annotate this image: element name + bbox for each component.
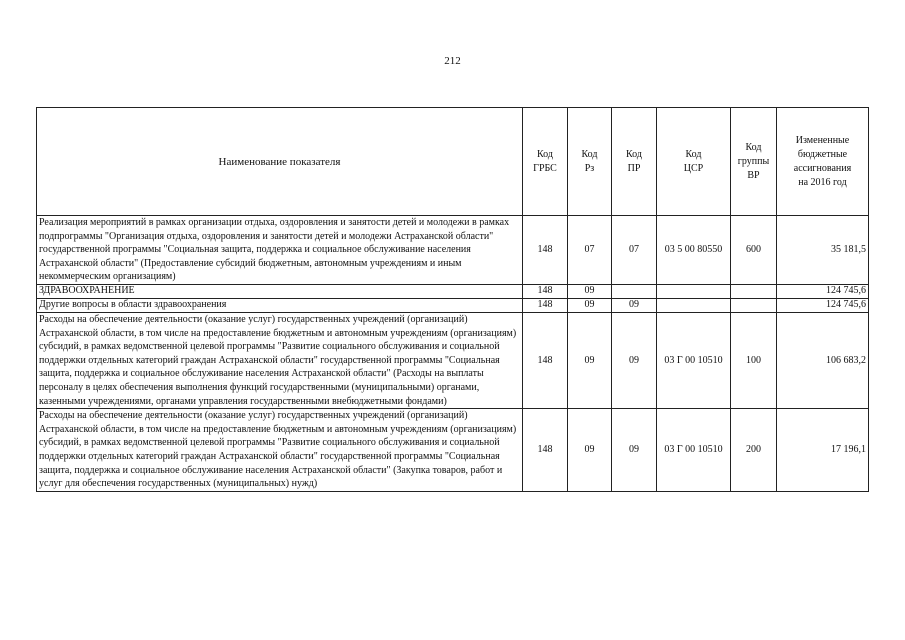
row-rz: 07 (568, 216, 612, 285)
row-grbs: 148 (523, 298, 568, 312)
row-amount: 124 745,6 (777, 298, 869, 312)
header-csr: Код ЦСР (657, 108, 731, 216)
row-name: Другие вопросы в области здравоохранения (37, 298, 523, 312)
row-vr (731, 298, 777, 312)
row-pr: 09 (612, 409, 657, 492)
row-grbs: 148 (523, 312, 568, 408)
row-amount: 17 196,1 (777, 409, 869, 492)
row-csr (657, 298, 731, 312)
row-pr: 09 (612, 312, 657, 408)
table-row (37, 312, 869, 408)
table-header-row (37, 108, 869, 216)
row-vr: 100 (731, 312, 777, 408)
row-name: ЗДРАВООХРАНЕНИЕ (37, 284, 523, 298)
row-pr: 09 (612, 298, 657, 312)
header-pr: Код ПР (612, 108, 657, 216)
row-grbs: 148 (523, 216, 568, 285)
row-name: Расходы на обеспечение деятельности (оказание услуг) государственных учреждений (организаций) Астраханской области, в том числе на предоставление бюджетным и автономным учреждениям (организациям) субсидий, в рамках ведомственной целевой программы "Развитие социального обслуживания и социальной поддержки отдельных категорий граждан Астраханской области" государственной программы "Социальная защита, поддержка и социальное обслуживание населения Астраханской области" (Расходы на выплаты персоналу в целях обеспечения выполнения функций государственными (муниципальными) органами, казенными учреждениями, органами управления государственными внебюджетными фондами) (37, 312, 523, 408)
row-grbs: 148 (523, 284, 568, 298)
table-row (37, 284, 869, 298)
row-name: Расходы на обеспечение деятельности (оказание услуг) государственных учреждений (организаций) Астраханской области, в том числе на предоставление бюджетным и автономным учреждениям (организациям) субсидий, в рамках ведомственной целевой программы "Развитие социального обслуживания и социальной поддержки отдельных категорий граждан Астраханской области" государственной программы "Социальная защита, поддержка и социальное обслуживание населения Астраханской области" (Закупка товаров, работ и услуг для обеспечения государственных (муниципальных) нужд) (37, 409, 523, 492)
row-csr: 03 5 00 80550 (657, 216, 731, 285)
table-row (37, 298, 869, 312)
row-csr: 03 Г 00 10510 (657, 409, 731, 492)
row-amount: 35 181,5 (777, 216, 869, 285)
row-csr: 03 Г 00 10510 (657, 312, 731, 408)
page-number: 212 (444, 55, 461, 67)
row-amount: 106 683,2 (777, 312, 869, 408)
header-rz: Код Рз (568, 108, 612, 216)
budget-table (36, 107, 869, 492)
row-csr (657, 284, 731, 298)
table-row (37, 409, 869, 492)
row-pr: 07 (612, 216, 657, 285)
row-vr: 600 (731, 216, 777, 285)
row-rz: 09 (568, 298, 612, 312)
header-name: Наименование показателя (37, 108, 523, 216)
row-rz: 09 (568, 409, 612, 492)
table-row (37, 216, 869, 285)
row-vr (731, 284, 777, 298)
row-rz: 09 (568, 284, 612, 298)
header-vr: Код группы ВР (731, 108, 777, 216)
header-amount: Измененные бюджетные ассигнования на 2016 год (777, 108, 869, 216)
row-grbs: 148 (523, 409, 568, 492)
row-rz: 09 (568, 312, 612, 408)
row-pr (612, 284, 657, 298)
row-vr: 200 (731, 409, 777, 492)
row-amount: 124 745,6 (777, 284, 869, 298)
row-name: Реализация мероприятий в рамках организации отдыха, оздоровления и занятости детей и молодежи в рамках подпрограммы "Организация отдыха, оздоровления и занятости детей и молодежи Астраханской области" государственной программы "Социальная защита, поддержка и социальное обслуживание населения Астраханской области" (Предоставление субсидий бюджетным, автономным учреждениям и иным некоммерческим организациям) (37, 216, 523, 285)
header-grbs: Код ГРБС (523, 108, 568, 216)
